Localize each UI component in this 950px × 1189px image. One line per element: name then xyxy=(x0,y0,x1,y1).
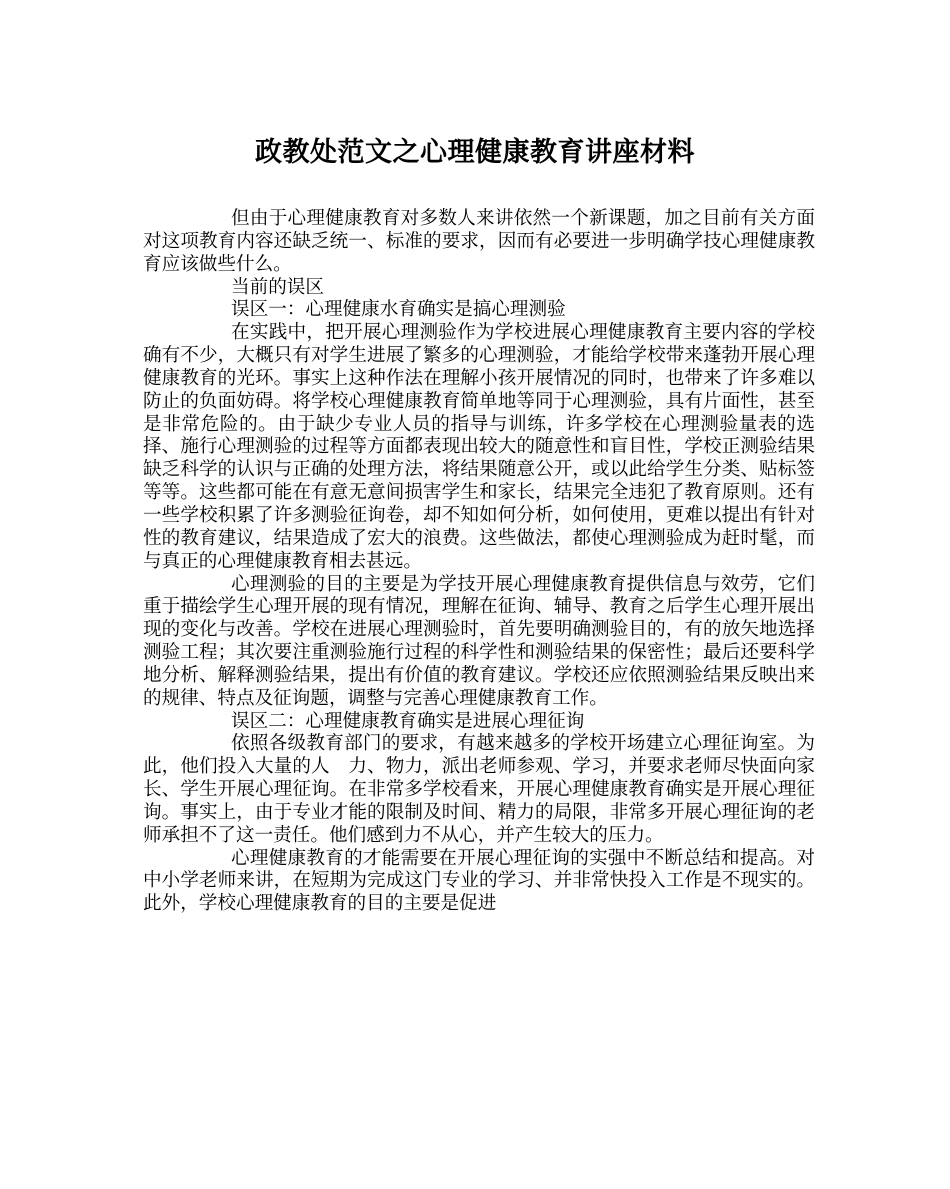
document-body xyxy=(143,208,815,916)
paragraph-testing-purpose: 心理测验的目的主要是为学技开展心理健康教育提供信息与效劳，它们重于描绘学生心理开展的现有情况，理解在征询、辅导、教育之后学生心理开展出现的变化与改善。学校在进展心理测验时，首先要明确测验目的，有的放矢地选择测验工程；其次要注重测验施行过程的科学性和测验结果的保密性；最后还要科学地分析、解释测验结果，提出有价值的教育建议。学校还应依照测验结果反映出来的规律、特点及征询题，调整与完善心理健康教育工作。 xyxy=(143,573,815,709)
heading-misconception-two: 误区二：心理健康教育确实是进展心理征询 xyxy=(231,710,585,732)
paragraph-counseling-skills: 心理健康教育的才能需要在开展心理征询的实强中不断总结和提高。对中小学老师来讲，在短期为完成这门专业的学习、并非常快投入工作是不现实的。此外，学校心理健康教育的目的主要是促进 xyxy=(143,847,815,915)
document-title: 政教处范文之心理健康教育讲座材料 xyxy=(255,137,695,168)
heading-misconception-one: 误区一：心理健康水育确实是搞心理测验 xyxy=(231,299,566,321)
paragraph-testing-practice: 在实践中，把开展心理测验作为学校进展心理健康教育主要内容的学校确有不少，大概只有对学生进展了繁多的心理测验，才能给学校带来蓬勃开展心理健康教育的光环。事实上这种作法在理解小孩开展情况的同时，也带来了许多难以防止的负面妨碍。将学校心理健康教育简单地等同于心理测验，具有片面性，甚至是非常危险的。由于缺少专业人员的指导与训练，许多学校在心理测验量表的选择、施行心理测验的过程等方面都表现出较大的随意性和盲目性，学校正测验结果缺乏科学的认识与正确的处理方法，将结果随意公开，或以此给学生分类、贴标签等等。这些都可能在有意无意间损害学生和家长，结果完全违犯了教育原则。还有一些学校积累了许多测验征询卷，却不知如何分析，如何使用，更难以提出有针对性的教育建议，结果造成了宏大的浪费。这些做法，都使心理测验成为赶时髦，而与真正的心理健康教育相去甚远。 xyxy=(143,322,815,572)
heading-current-misconceptions: 当前的误区 xyxy=(231,276,324,298)
paragraph-intro: 但由于心理健康教育对多数人来讲依然一个新课题，加之目前有关方面对这项教育内容还缺乏统一、标准的要求，因而有必要进一步明确学技心理健康教育应该做些什么。 xyxy=(143,208,815,275)
paragraph-counseling-rooms: 依照各级教育部门的要求，有越来越多的学校开场建立心理征询室。为此，他们投入大量的人 力、物力，派出老师参观、学习，并要求老师尽快面向家长、学生开展心理征询。在非常多学校看来，开展心理健康教育确实是开展心理征询。事实上，由于专业才能的限制及时间、精力的局限，非常多开展心理征询的老师承担不了这一责任。他们感到力不从心，并产生较大的压力。 xyxy=(143,733,815,846)
